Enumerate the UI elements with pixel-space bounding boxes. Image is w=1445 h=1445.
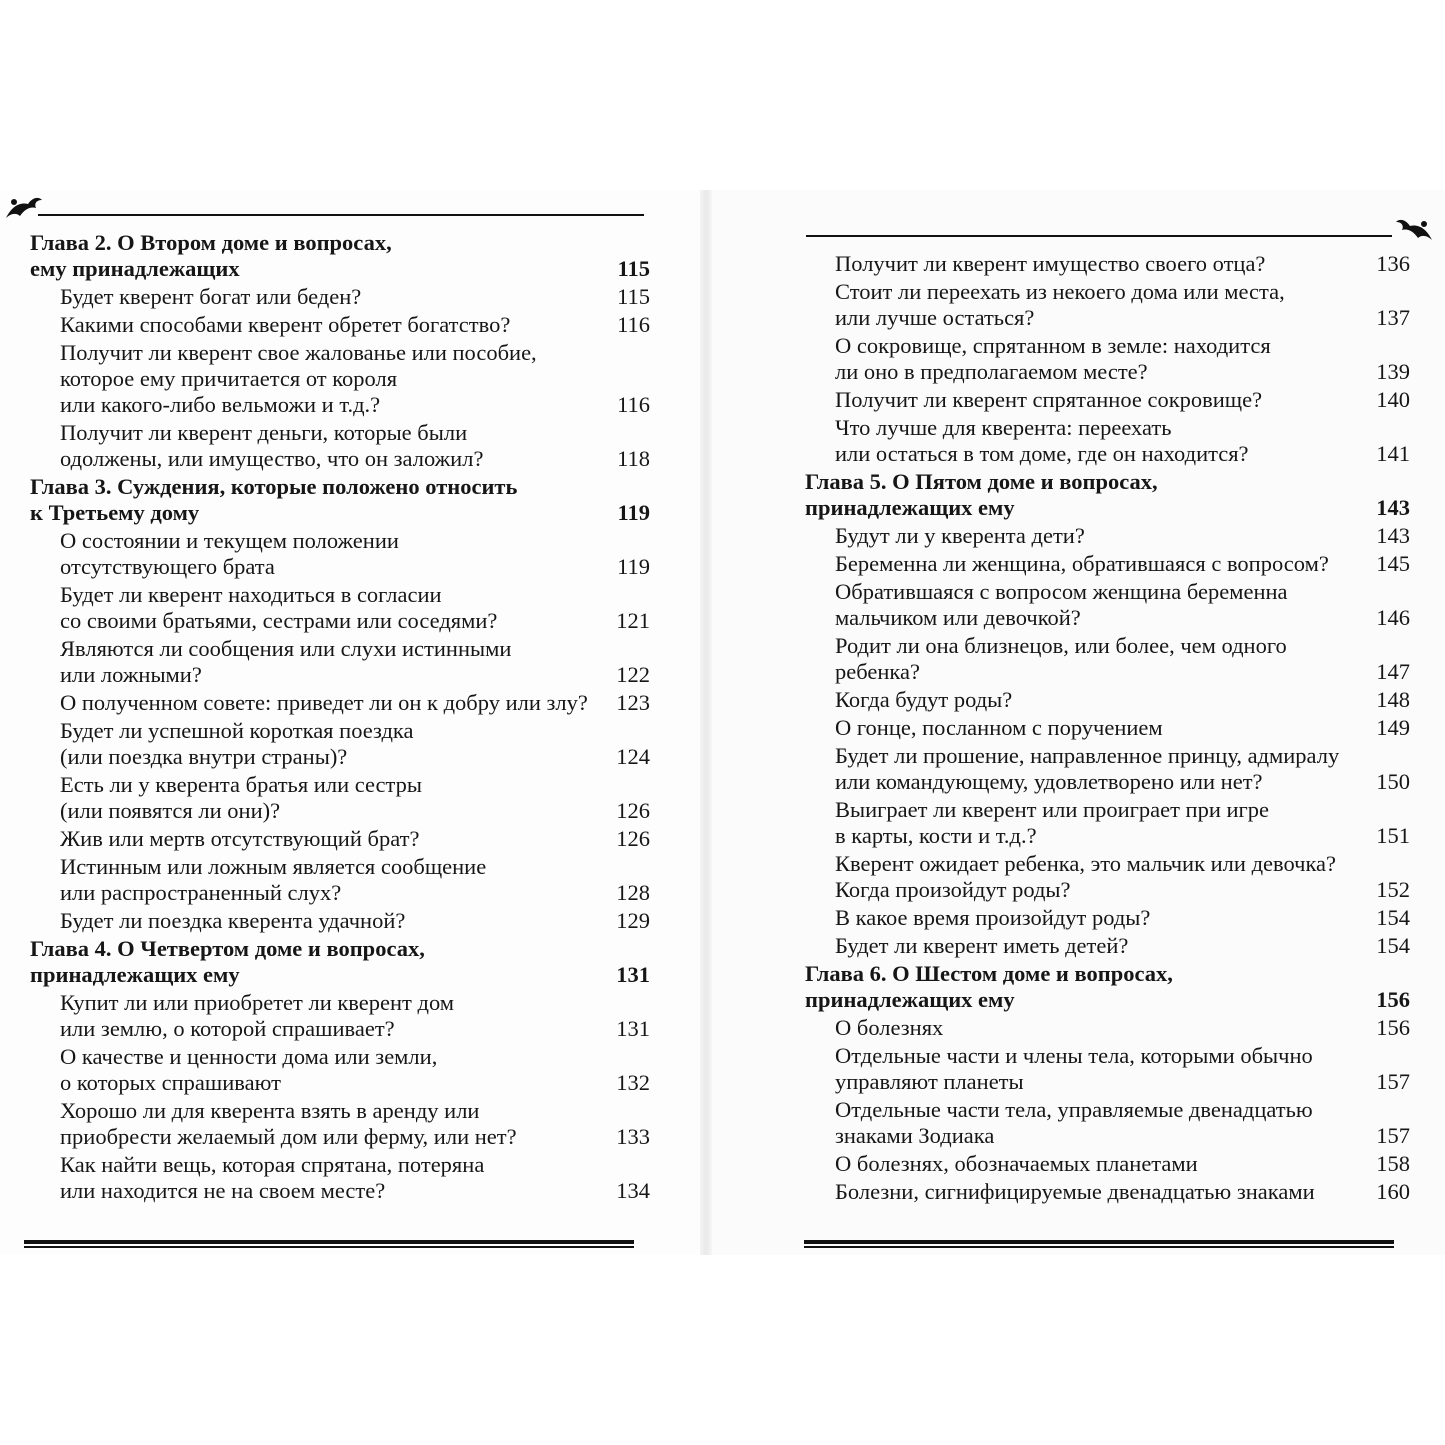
toc-entry-title: Будет ли поездка кверента удачной? bbox=[60, 908, 406, 933]
toc-entry bbox=[805, 251, 1410, 277]
toc-entry bbox=[805, 687, 1410, 713]
toc-entry bbox=[805, 1097, 1410, 1149]
toc-page-number: 150 bbox=[1376, 769, 1410, 794]
toc-entry bbox=[805, 1043, 1410, 1095]
toc-entry bbox=[30, 1098, 650, 1150]
toc-entry-title: Будет ли кверент иметь детей? bbox=[835, 933, 1129, 958]
toc-entry bbox=[805, 1015, 1410, 1041]
toc-entry bbox=[30, 340, 650, 418]
toc-entry-title: Будут ли у кверента дети? bbox=[835, 523, 1085, 548]
toc-entry-title: Будет ли прошение, направленное принцу, адмиралу или командующему, удовлетворено или нет? bbox=[835, 743, 1340, 794]
toc-entry bbox=[30, 1044, 650, 1096]
toc-entry bbox=[805, 415, 1410, 467]
toc-right bbox=[805, 251, 1410, 1207]
toc-entry-title: Как найти вещь, которая спрятана, потеряна или находится не на своем месте? bbox=[60, 1152, 485, 1203]
toc-page-number: 145 bbox=[1376, 551, 1410, 576]
toc-entry-title: Глава 4. О Четвертом доме и вопросах, принадлежащих ему bbox=[30, 936, 425, 987]
book-gutter bbox=[700, 190, 712, 1255]
toc-entry-title: Беременна ли женщина, обратившаяся с вопросом? bbox=[835, 551, 1329, 576]
toc-page-number: 156 bbox=[1376, 987, 1410, 1012]
toc-entry bbox=[30, 1152, 650, 1204]
toc-entry bbox=[805, 579, 1410, 631]
toc-page-number: 152 bbox=[1376, 877, 1410, 902]
toc-entry-title: О гонце, посланном с поручением bbox=[835, 715, 1163, 740]
toc-entry bbox=[30, 690, 650, 716]
toc-page-number: 140 bbox=[1376, 387, 1410, 412]
toc-page-number: 143 bbox=[1376, 495, 1410, 520]
toc-entry bbox=[30, 718, 650, 770]
toc-entry-title: Что лучше для кверента: переехать или остаться в том доме, где он находится? bbox=[835, 415, 1249, 466]
toc-entry-title: Будет ли кверент находиться в согласии со своими братьями, сестрами или соседями? bbox=[60, 582, 498, 633]
toc-entry bbox=[805, 933, 1410, 959]
toc-entry bbox=[805, 279, 1410, 331]
toc-entry-title: Родит ли она близнецов, или более, чем одного ребенка? bbox=[835, 633, 1287, 684]
toc-entry-title: Будет кверент богат или беден? bbox=[60, 284, 362, 309]
toc-page-number: 129 bbox=[616, 908, 650, 933]
toc-page-number: 158 bbox=[1376, 1151, 1410, 1176]
toc-entry-title: Выиграет ли кверент или проиграет при игре в карты, кости и т.д.? bbox=[835, 797, 1270, 848]
toc-page-number: 128 bbox=[616, 880, 650, 905]
toc-entry-title: Болезни, сигнифицируемые двенадцатью знаками bbox=[835, 1179, 1315, 1204]
toc-entry bbox=[805, 797, 1410, 849]
toc-page-number: 126 bbox=[616, 798, 650, 823]
ornament-left-icon bbox=[2, 188, 46, 228]
toc-entry bbox=[805, 1151, 1410, 1177]
toc-entry-title: Какими способами кверент обретет богатство? bbox=[60, 312, 511, 337]
toc-page-number: 137 bbox=[1376, 305, 1410, 330]
toc-entry-title: О состоянии и текущем положении отсутствующего брата bbox=[60, 528, 399, 579]
toc-entry bbox=[30, 908, 650, 934]
toc-page-number: 154 bbox=[1376, 905, 1410, 930]
toc-entry bbox=[30, 636, 650, 688]
toc-entry bbox=[805, 551, 1410, 577]
toc-entry-title: О болезнях bbox=[835, 1015, 944, 1040]
toc-entry-title: О качестве и ценности дома или земли, о которых спрашивают bbox=[60, 1044, 438, 1095]
toc-page-number: 116 bbox=[617, 392, 650, 417]
toc-page-number: 126 bbox=[616, 826, 650, 851]
toc-page-number: 115 bbox=[617, 256, 650, 281]
toc-entry bbox=[30, 582, 650, 634]
toc-entry bbox=[30, 772, 650, 824]
toc-entry-title: Глава 2. О Втором доме и вопросах, ему принадлежащих bbox=[30, 230, 392, 281]
toc-entry-title: Обратившаяся с вопросом женщина беременна мальчиком или девочкой? bbox=[835, 579, 1288, 630]
toc-page-number: 118 bbox=[617, 446, 650, 471]
right-bottom-rule bbox=[804, 1240, 1394, 1248]
toc-entry-title: Глава 5. О Пятом доме и вопросах, принадлежащих ему bbox=[805, 469, 1158, 520]
toc-entry-title: Хорошо ли для кверента взять в аренду или приобрести желаемый дом или ферму, или нет? bbox=[60, 1098, 517, 1149]
toc-entry bbox=[30, 420, 650, 472]
toc-page-number: 157 bbox=[1376, 1123, 1410, 1148]
toc-page-number: 134 bbox=[616, 1178, 650, 1203]
toc-page-number: 160 bbox=[1376, 1179, 1410, 1204]
toc-entry-title: Кверент ожидает ребенка, это мальчик или девочка? Когда произойдут роды? bbox=[835, 851, 1337, 902]
toc-entry-title: Глава 3. Суждения, которые положено относить к Третьему дому bbox=[30, 474, 518, 525]
toc-entry-title: Отдельные части тела, управляемые двенадцатью знаками Зодиака bbox=[835, 1097, 1313, 1148]
toc-entry bbox=[805, 851, 1410, 903]
toc-entry bbox=[805, 715, 1410, 741]
toc-chapter bbox=[30, 230, 650, 282]
toc-page-number: 124 bbox=[616, 744, 650, 769]
toc-page-number: 115 bbox=[617, 284, 650, 309]
toc-entry-title: О сокровище, спрятанном в земле: находится ли оно в предполагаемом месте? bbox=[835, 333, 1271, 384]
toc-entry bbox=[805, 743, 1410, 795]
toc-page-number: 156 bbox=[1376, 1015, 1410, 1040]
toc-entry-title: Жив или мертв отсутствующий брат? bbox=[60, 826, 420, 851]
toc-chapter bbox=[30, 474, 650, 526]
toc-page-number: 136 bbox=[1376, 251, 1410, 276]
toc-page-number: 132 bbox=[616, 1070, 650, 1095]
toc-entry bbox=[805, 905, 1410, 931]
toc-entry bbox=[30, 284, 650, 310]
toc-page-number: 131 bbox=[616, 1016, 650, 1041]
toc-chapter bbox=[30, 936, 650, 988]
toc-left bbox=[30, 230, 650, 1206]
toc-page-number: 133 bbox=[616, 1124, 650, 1149]
toc-entry-title: Получит ли кверент спрятанное сокровище? bbox=[835, 387, 1263, 412]
toc-entry bbox=[30, 312, 650, 338]
toc-page-number: 131 bbox=[616, 962, 650, 987]
toc-page-number: 149 bbox=[1376, 715, 1410, 740]
toc-entry-title: Являются ли сообщения или слухи истинными или ложными? bbox=[60, 636, 512, 687]
toc-entry bbox=[805, 333, 1410, 385]
toc-entry-title: Истинным или ложным является сообщение или распространенный слух? bbox=[60, 854, 487, 905]
toc-page-number: 119 bbox=[617, 500, 650, 525]
ornament-right-icon bbox=[1392, 210, 1436, 250]
toc-page-number: 121 bbox=[616, 608, 650, 633]
toc-entry-title: Стоит ли переехать из некоего дома или места, или лучше остаться? bbox=[835, 279, 1285, 330]
toc-entry-title: Получит ли кверент свое жалованье или пособие, которое ему причитается от короля или какого-либо вельможи и т.д.? bbox=[60, 340, 537, 417]
toc-entry bbox=[805, 387, 1410, 413]
toc-entry-title: Есть ли у кверента братья или сестры (или появятся ли они)? bbox=[60, 772, 422, 823]
toc-chapter bbox=[805, 469, 1410, 521]
toc-entry bbox=[30, 854, 650, 906]
toc-entry-title: Будет ли успешной короткая поездка (или поездка внутри страны)? bbox=[60, 718, 414, 769]
toc-page-number: 146 bbox=[1376, 605, 1410, 630]
toc-entry-title: Получит ли кверент деньги, которые были одолжены, или имущество, что он заложил? bbox=[60, 420, 484, 471]
toc-entry bbox=[30, 826, 650, 852]
toc-entry-title: Отдельные части и члены тела, которыми обычно управляют планеты bbox=[835, 1043, 1313, 1094]
toc-page-number: 151 bbox=[1376, 823, 1410, 848]
left-bottom-rule bbox=[24, 1240, 634, 1248]
toc-page-number: 123 bbox=[616, 690, 650, 715]
toc-page-number: 143 bbox=[1376, 523, 1410, 548]
toc-page-number: 154 bbox=[1376, 933, 1410, 958]
toc-entry bbox=[805, 1179, 1410, 1205]
toc-entry-title: Глава 6. О Шестом доме и вопросах, принадлежащих ему bbox=[805, 961, 1173, 1012]
toc-chapter bbox=[805, 961, 1410, 1013]
right-top-rule bbox=[806, 235, 1392, 237]
toc-page-number: 139 bbox=[1376, 359, 1410, 384]
toc-page-number: 157 bbox=[1376, 1069, 1410, 1094]
toc-entry bbox=[805, 633, 1410, 685]
toc-entry-title: О полученном совете: приведет ли он к добру или злу? bbox=[60, 690, 588, 715]
toc-entry-title: О болезнях, обозначаемых планетами bbox=[835, 1151, 1198, 1176]
toc-page-number: 148 bbox=[1376, 687, 1410, 712]
toc-entry-title: Получит ли кверент имущество своего отца? bbox=[835, 251, 1266, 276]
toc-entry bbox=[805, 523, 1410, 549]
toc-entry bbox=[30, 990, 650, 1042]
toc-page-number: 116 bbox=[617, 312, 650, 337]
left-top-rule bbox=[38, 214, 644, 216]
toc-entry-title: Когда будут роды? bbox=[835, 687, 1013, 712]
toc-page-number: 122 bbox=[616, 662, 650, 687]
toc-page-number: 141 bbox=[1376, 441, 1410, 466]
toc-entry-title: Купит ли или приобретет ли кверент дом или землю, о которой спрашивает? bbox=[60, 990, 455, 1041]
toc-entry bbox=[30, 528, 650, 580]
toc-page-number: 119 bbox=[617, 554, 650, 579]
toc-entry-title: В какое время произойдут роды? bbox=[835, 905, 1151, 930]
toc-page-number: 147 bbox=[1376, 659, 1410, 684]
